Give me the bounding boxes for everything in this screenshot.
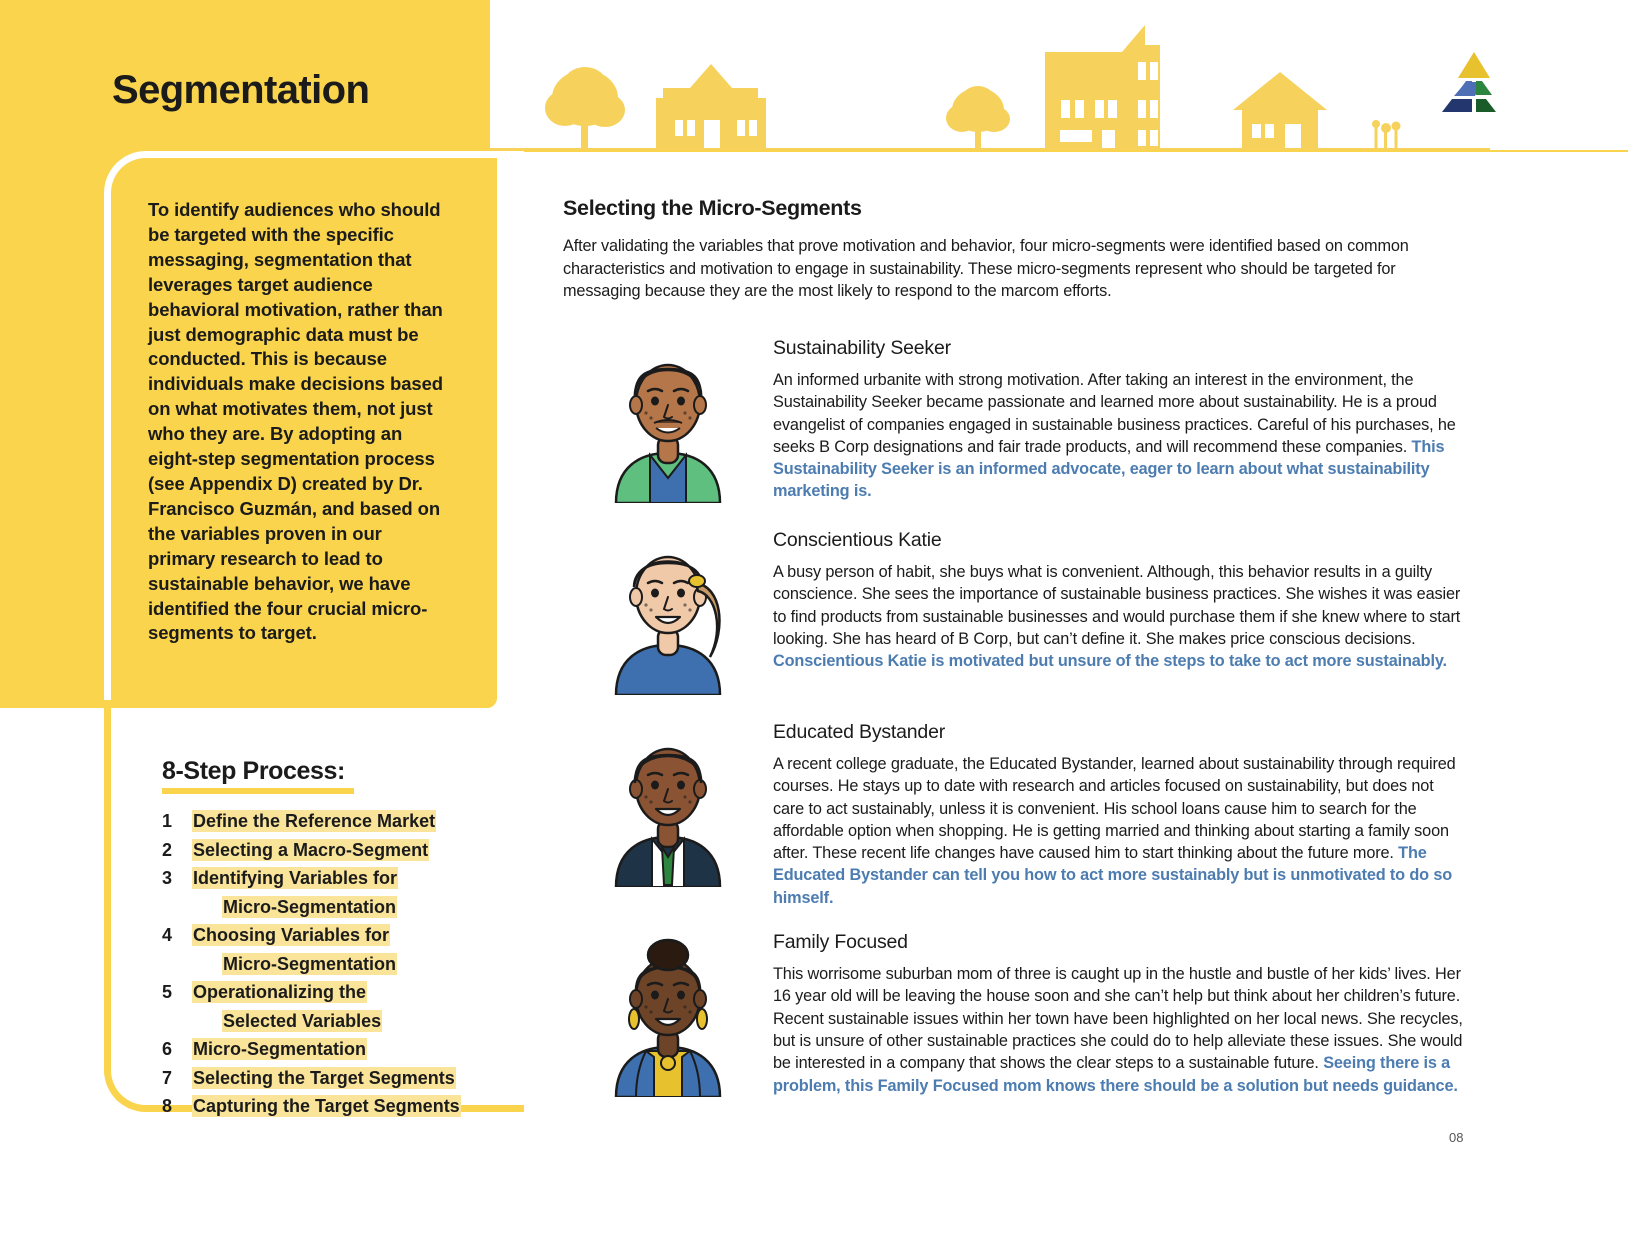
persona-block bbox=[563, 919, 1468, 1097]
persona-description-accent: The Educated Bystander can tell you how to act more sustainably but is unmotivated to do so himself. bbox=[773, 844, 1453, 907]
persona-name: Sustainability Seeker bbox=[773, 337, 951, 359]
cityscape-illustration bbox=[490, 0, 1490, 152]
process-step-continuation: Selected Variables bbox=[223, 1010, 382, 1031]
persona-block bbox=[563, 325, 1468, 503]
persona-block bbox=[563, 709, 1468, 909]
process-step-number: 5 bbox=[162, 982, 173, 1002]
process-step-label: Capturing the Target Segments bbox=[193, 1096, 460, 1116]
persona-description-plain: An informed urbanite with strong motivation. After taking an interest in the environment, the Sustainability Seeker became passionate and learned more about sustainability. He is a proud evangelist of companies engaged in sustainable business practices. Careful of his purchases, he seeks B Corp designations and fair trade products, and will recommend these companies. bbox=[773, 371, 1456, 456]
persona-name: Family Focused bbox=[773, 931, 908, 954]
process-step-label: Identifying Variables for bbox=[193, 868, 398, 888]
persona-name: Conscientious Katie bbox=[773, 529, 942, 551]
persona-description-plain: A recent college graduate, the Educated Bystander, learned about sustainability through required courses. He stays up to date with research and articles focused on sustainability, but does not care to act sustainably, unless it is convenient. His school loans cause him to search for the affordable option when shopping. He is getting married and thinking about starting a family soon after. These recent life changes have caused him to start thinking about the future more. bbox=[773, 755, 1456, 863]
persona-body bbox=[773, 325, 1468, 503]
process-step-continuation: Micro-Segmentation bbox=[223, 896, 397, 917]
persona-description bbox=[773, 753, 1468, 909]
persona-avatar-wrap bbox=[563, 325, 773, 503]
process-step-number: 1 bbox=[162, 811, 173, 831]
section-title: Selecting the Micro-Segments bbox=[563, 196, 862, 220]
process-step-number: 2 bbox=[162, 839, 173, 860]
sidebar-paragraph: To identify audiences who should be targeted with the specific messaging, segmentation that leverages target audience behavioral motivation, rather than just demographic data must be conducted. This is because individuals make decisions based on what motivates them, not just who they are. By adopting an eight-step segmentation process (see Appendix D) created by Dr. Francisco Guzmán, and based on the variables proven in our primary research to lead to sustainable behavior, we have identified the four crucial micro-segments to target. bbox=[148, 199, 443, 644]
process-step-label: Choosing Variables for bbox=[193, 925, 390, 945]
educated-bystander-avatar bbox=[598, 717, 738, 887]
persona-description bbox=[773, 561, 1468, 672]
process-step-label: Micro-Segmentation bbox=[193, 1039, 367, 1059]
process-step-number: 6 bbox=[162, 1039, 173, 1059]
process-step-item bbox=[162, 922, 492, 950]
flowers-icon bbox=[1372, 120, 1401, 150]
process-step-number: 7 bbox=[162, 1067, 173, 1088]
intro-paragraph: After validating the variables that prove motivation and behavior, four micro-segments were identified based on common characteristics and motivation to engage in sustainability. These micro-segments represent who should be targeted for messaging because they are the most likely to respond to the marcom efforts. bbox=[563, 237, 1409, 300]
process-step-continuation: Micro-Segmentation bbox=[223, 953, 397, 974]
logo-apex bbox=[1458, 52, 1490, 78]
process-step-number: 3 bbox=[162, 868, 173, 888]
process-step-item bbox=[162, 1093, 492, 1121]
persona-description-accent: This Sustainability Seeker is an informed advocate, eager to learn about what sustainability marketing is. bbox=[773, 437, 1445, 501]
sustainability-seeker-avatar bbox=[598, 333, 738, 503]
persona-block bbox=[563, 517, 1468, 695]
house-icon bbox=[1233, 72, 1327, 150]
persona-description bbox=[773, 369, 1468, 503]
persona-description bbox=[773, 963, 1468, 1097]
persona-body bbox=[773, 919, 1468, 1097]
pyramid-logo bbox=[1432, 50, 1516, 114]
process-step-item bbox=[162, 1065, 492, 1093]
persona-description-plain: This worrisome suburban mom of three is caught up in the hustle and bustle of her kids’ lives. Her 16 year old will be leaving the house soon and she can’t help but think about her children’s future. Recent sustainable issues within her town have been highlighted on her local news. She recycles, but is unsure of other sustainable practices she could do to help alleviate these issues. She would be interested in a company that shows the clear steps to a sustainable future. bbox=[773, 965, 1463, 1073]
process-heading-underline bbox=[162, 788, 354, 794]
persona-description-accent: Seeing there is a problem, this Family Focused mom knows there should be a solution but needs guidance. bbox=[773, 1054, 1458, 1095]
process-step-label: Selecting the Target Segments bbox=[193, 1067, 455, 1088]
personas-list bbox=[563, 325, 1468, 1113]
process-step-number: 8 bbox=[162, 1096, 173, 1116]
persona-body bbox=[773, 517, 1468, 672]
page-title: Segmentation bbox=[112, 68, 370, 112]
persona-description-plain: A busy person of habit, she buys what is convenient. Although, this behavior results in a guilty conscience. She sees the importance of sustainable business practices. She wishes it was easier to find products from sustainable businesses and would purchase them if she knew where to start looking. She has heard of B Corp, but can’t define it. She makes price conscious decisions. bbox=[773, 563, 1461, 648]
main-column-header bbox=[563, 196, 1463, 303]
process-step-item bbox=[162, 1036, 492, 1064]
persona-body bbox=[773, 709, 1468, 909]
persona-avatar-wrap bbox=[563, 517, 773, 695]
header-divider bbox=[490, 150, 1628, 152]
process-step-label: Define the Reference Market bbox=[193, 811, 436, 831]
process-step-item bbox=[162, 865, 492, 893]
tree-icon bbox=[545, 67, 625, 150]
persona-avatar-wrap bbox=[563, 709, 773, 887]
persona-avatar-wrap bbox=[563, 919, 773, 1097]
process-step-item bbox=[162, 837, 492, 865]
process-steps-list bbox=[162, 808, 492, 1122]
persona-name: Educated Bystander bbox=[773, 721, 946, 743]
logo-base-left bbox=[1442, 99, 1472, 112]
process-heading-group bbox=[162, 757, 354, 794]
process-heading: 8-Step Process: bbox=[162, 757, 345, 785]
persona-description-accent: Conscientious Katie is motivated but unsure of the steps to take to act more sustainably. bbox=[773, 652, 1447, 671]
tree-icon bbox=[946, 86, 1010, 150]
process-step-number: 4 bbox=[162, 925, 173, 945]
logo-base-right bbox=[1476, 99, 1496, 112]
process-step-label: Operationalizing the bbox=[193, 982, 367, 1002]
process-step-item bbox=[162, 808, 492, 836]
process-step-item bbox=[162, 979, 492, 1007]
conscientious-katie-avatar bbox=[598, 525, 738, 695]
process-step-label: Selecting a Macro-Segment bbox=[193, 839, 429, 860]
family-focused-avatar bbox=[598, 927, 738, 1097]
logo-mid-right bbox=[1476, 81, 1492, 95]
page-number: 08 bbox=[1449, 1130, 1464, 1145]
